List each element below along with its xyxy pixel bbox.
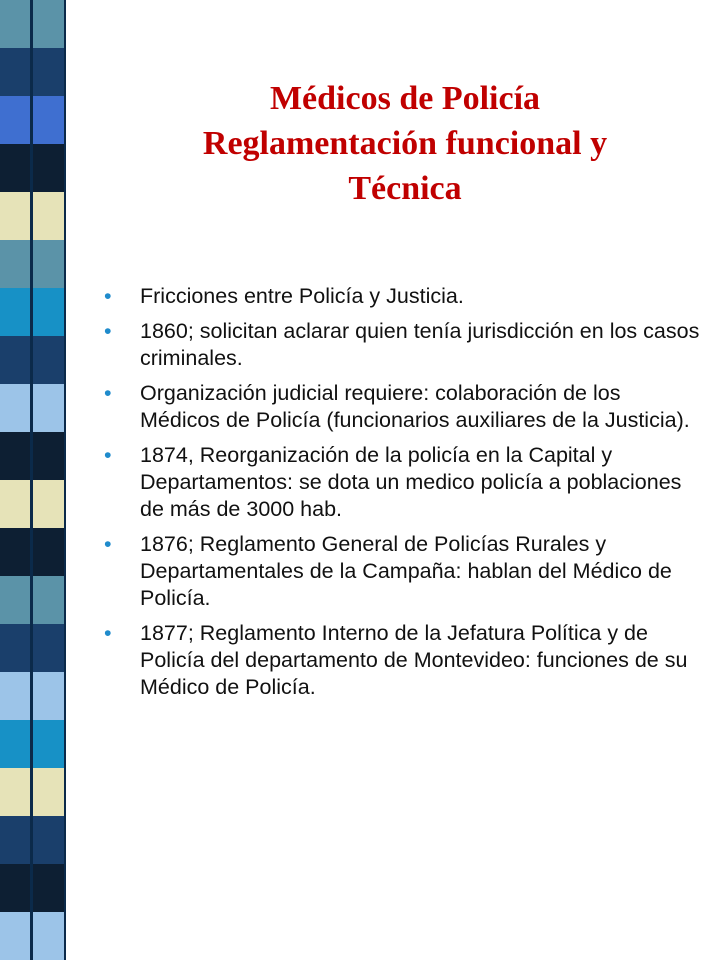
bullet-dot-icon: •	[104, 532, 112, 556]
bullet-text: Fricciones entre Policía y Justicia.	[140, 284, 464, 308]
bullet-item-6	[104, 620, 704, 701]
bullet-text: 1877; Reglamento Interno de la Jefatura Política y de Policía del departamento de Montevideo: funciones de su Médico de Policía.	[140, 621, 688, 699]
title-line-2: Reglamentación funcional y	[202, 125, 608, 162]
bullet-dot-icon: •	[104, 319, 112, 343]
strip-block	[0, 288, 66, 336]
strip-block	[0, 480, 66, 528]
strip-rule-inner	[30, 0, 33, 960]
strip-block	[0, 864, 66, 912]
strip-block	[0, 0, 66, 48]
bullet-text: Organización judicial requiere: colaboración de los Médicos de Policía (funcionarios auxiliares de la Justicia).	[140, 381, 690, 432]
bullet-text: 1860; solicitan aclarar quien tenía jurisdicción en los casos criminales.	[140, 319, 700, 370]
strip-block	[0, 768, 66, 816]
bullet-dot-icon: •	[104, 621, 112, 645]
strip-block	[0, 240, 66, 288]
bullet-item-1	[104, 283, 704, 310]
strip-block	[0, 624, 66, 672]
bullet-item-3	[104, 380, 704, 434]
bullet-item-4	[104, 442, 704, 523]
bullet-dot-icon: •	[104, 381, 112, 405]
strip-block	[0, 432, 66, 480]
strip-block	[0, 720, 66, 768]
strip-block	[0, 576, 66, 624]
bullet-item-5	[104, 531, 704, 612]
strip-block	[0, 48, 66, 96]
strip-rule-outer	[64, 0, 66, 960]
bullet-text: 1876; Reglamento General de Policías Rurales y Departamentales de la Campaña: hablan del Médico de Policía.	[140, 532, 672, 610]
bullet-text: 1874, Reorganización de la policía en la Capital y Departamentos: se dota un medico policía a poblaciones de más de 3000 hab.	[140, 443, 682, 521]
strip-block	[0, 336, 66, 384]
strip-block	[0, 912, 66, 960]
slide-title	[90, 76, 720, 211]
bullet-dot-icon: •	[104, 284, 112, 308]
strip-block	[0, 384, 66, 432]
strip-block	[0, 96, 66, 144]
title-line-3: Técnica	[348, 170, 462, 207]
bullet-item-2	[104, 318, 704, 372]
decorative-side-strip	[0, 0, 66, 960]
strip-block	[0, 144, 66, 192]
bullet-dot-icon: •	[104, 443, 112, 467]
strip-block	[0, 672, 66, 720]
strip-block	[0, 528, 66, 576]
strip-block	[0, 816, 66, 864]
strip-block	[0, 192, 66, 240]
title-line-1: Médicos de Policía	[269, 80, 541, 117]
bullet-list	[104, 283, 704, 709]
